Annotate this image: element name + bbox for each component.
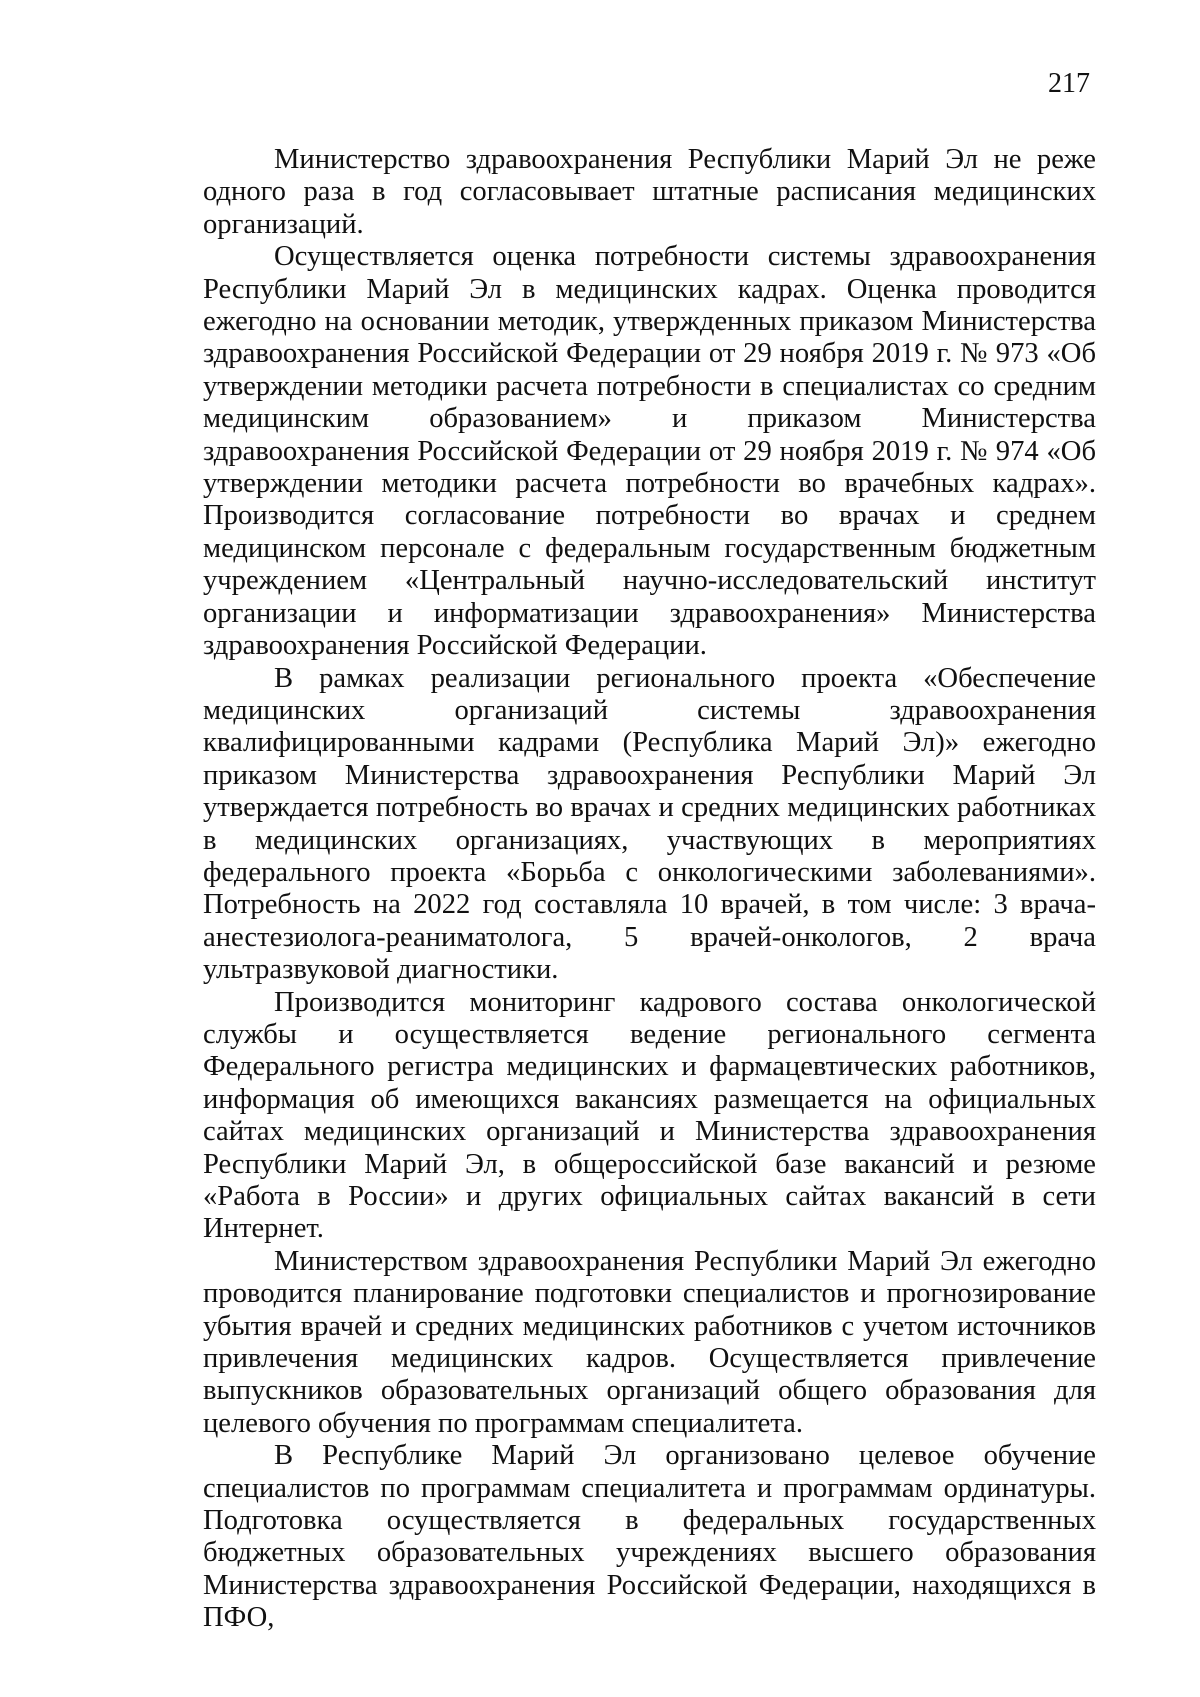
paragraph-staffing-approval: Министерство здравоохранения Республики Марий Эл не реже одного раза в год согласовывает штатные расписания медицинских организаций.: [203, 144, 1096, 240]
paragraph-training-planning: Министерством здравоохранения Республики Марий Эл ежегодно проводится планирование подготовки специалистов и прогнозирование убытия врачей и средних медицинских работников с учетом источников привлечения медицинских кадров. Осуществляется привлечение выпускников образовательных организаций общего образования для целевого обучения по программам специалитета.: [203, 1245, 1096, 1439]
page-number: 217: [1048, 68, 1090, 99]
paragraph-needs-assessment: Осуществляется оценка потребности системы здравоохранения Республики Марий Эл в медицинских кадрах. Оценка проводится ежегодно на основании методик, утвержденных приказом Министерства здравоохранения Российской Федерации от 29 ноября 2019 г. № 973 «Об утверждении методики расчета потребности в специалистах со средним медицинским образованием» и приказом Министерства здравоохранения Российской Федерации от 29 ноября 2019 г. № 974 «Об утверждении методики расчета потребности во врачебных кадрах». Производится согласование потребности во врачах и среднем медицинском персонале с федеральным государственным бюджетным учреждением «Центральный научно-исследовательский институт организации и информатизации здравоохранения» Министерства здравоохранения Российской Федерации.: [203, 241, 1096, 662]
document-body: [203, 144, 1096, 1635]
paragraph-regional-project: В рамках реализации регионального проекта «Обеспечение медицинских организаций системы здравоохранения квалифицированными кадрами (Республика Марий Эл)» ежегодно приказом Министерства здравоохранения Республики Марий Эл утверждается потребность во врачах и средних медицинских работниках в медицинских организациях, участвующих в мероприятиях федерального проекта «Борьба с онкологическими заболеваниями». Потребность на 2022 год составляла 10 врачей, в том числе: 3 врача-анестезиолога-реаниматолога, 5 врачей-онкологов, 2 врача ультразвуковой диагностики.: [203, 662, 1096, 986]
paragraph-staff-monitoring: Производится мониторинг кадрового состава онкологической службы и осуществляется ведение регионального сегмента Федерального регистра медицинских и фармацевтических работников, информация об имеющихся вакансиях размещается на официальных сайтах медицинских организаций и Министерства здравоохранения Республики Марий Эл, в общероссийской базе вакансий и резюме «Работа в России» и других официальных сайтах вакансий в сети Интернет.: [203, 986, 1096, 1245]
paragraph-targeted-education: В Республике Марий Эл организовано целевое обучение специалистов по программам специалитета и программам ординатуры. Подготовка осуществляется в федеральных государственных бюджетных образовательных учреждениях высшего образования Министерства здравоохранения Российской Федерации, находящихся в ПФО,: [203, 1440, 1096, 1634]
